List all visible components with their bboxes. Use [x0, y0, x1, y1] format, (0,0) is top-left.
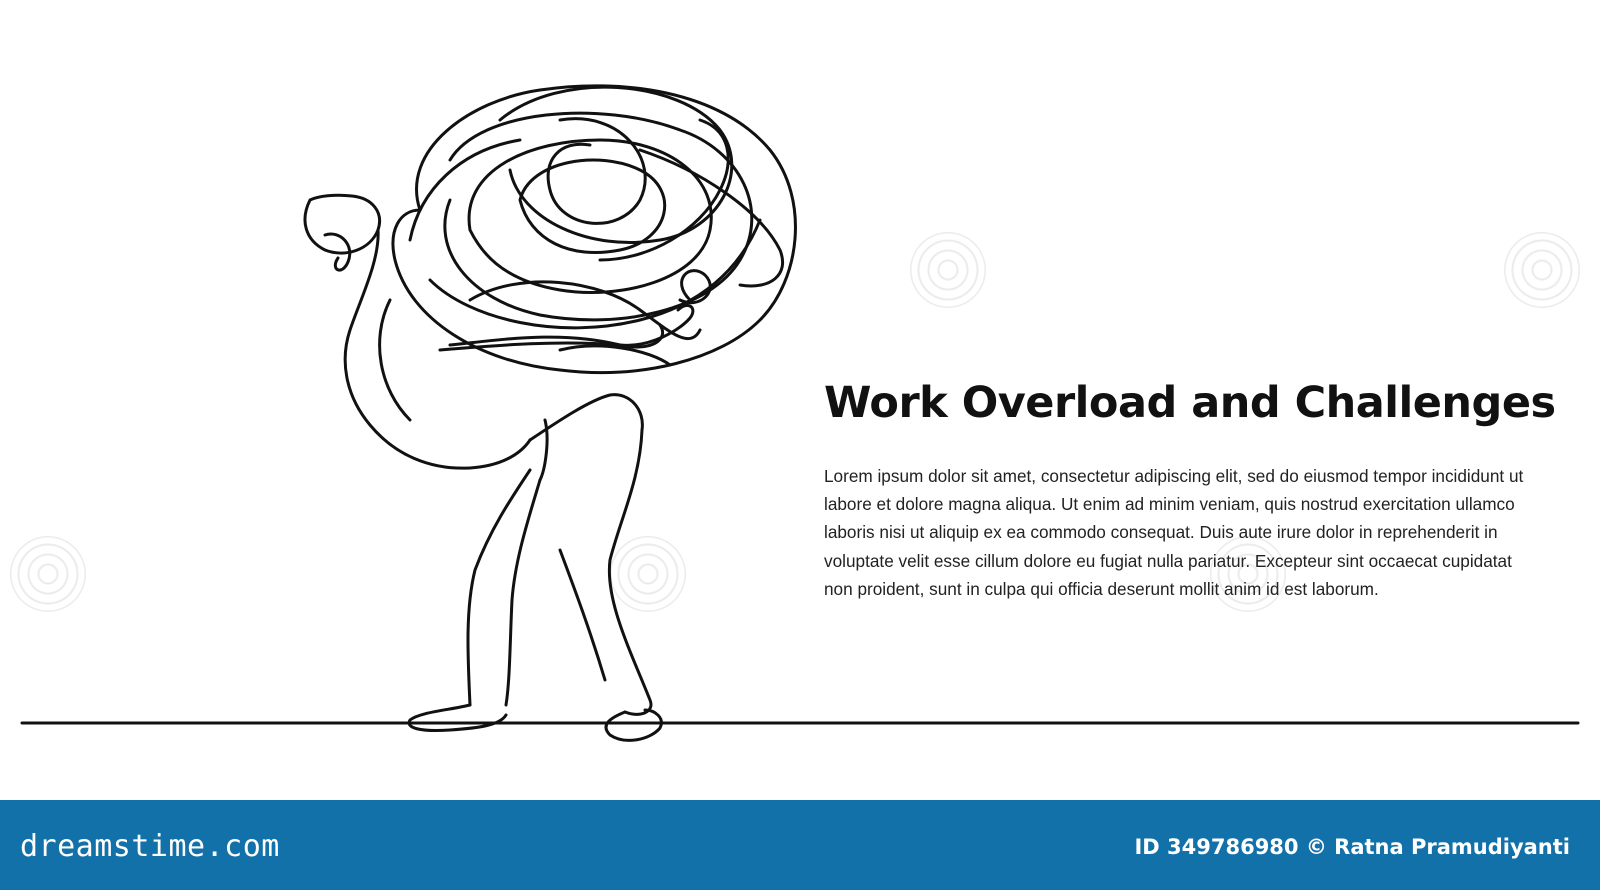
watermark-swirl-icon [610, 536, 686, 612]
dreamstime-logo: dreamstime.com [20, 829, 280, 864]
watermark-swirl-icon [910, 232, 986, 308]
person-figure-icon [305, 195, 693, 740]
watermark-swirl-icon [1504, 232, 1580, 308]
headline: Work Overload and Challenges [824, 378, 1556, 428]
watermark-swirl-icon [10, 536, 86, 612]
footer-bar [0, 800, 1600, 890]
image-credit: ID 349786980 © Ratna Pramudiyanti [1134, 835, 1570, 859]
body-paragraph: Lorem ipsum dolor sit amet, consectetur adipiscing elit, sed do eiusmod tempor incididunt ut labore et dolore magna aliqua. Ut enim ad minim veniam, quis nostrud exercitation ullamco laboris nisi ut aliquip ex ea commodo consequat. Duis aute irure dolor in reprehenderit in voluptate velit esse cillum dolore eu fugiat nulla pariatur. Excepteur sint occaecat cupidatat non proident, sunt in culpa qui officia deserunt mollit anim id est laborum. [824, 466, 1524, 599]
tangled-scribble-icon [393, 86, 795, 373]
